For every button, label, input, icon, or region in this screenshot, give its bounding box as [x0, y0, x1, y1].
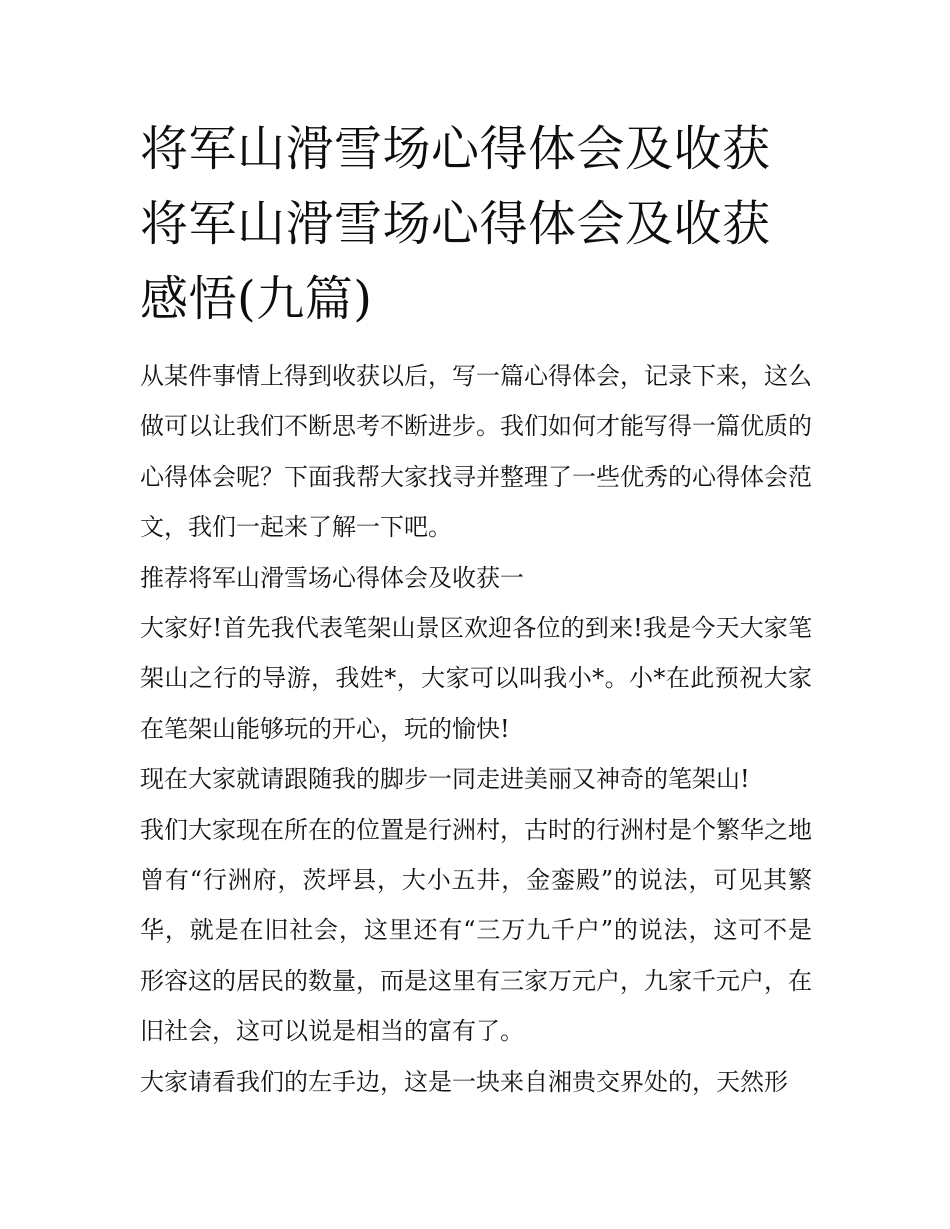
body-paragraph: 大家好!首先我代表笔架山景区欢迎各位的到来!我是今天大家笔架山之行的导游，我姓*，大家可以叫我小*。小*在此预祝大家在笔架山能够玩的开心，玩的愉快!	[140, 614, 812, 743]
section-heading: 推荐将军山滑雪场心得体会及收获一	[140, 563, 524, 592]
body-paragraph: 现在大家就请跟随我的脚步一同走进美丽又神奇的笔架山!	[140, 765, 750, 794]
body-paragraph: 我们大家现在所在的位置是行洲村，古时的行洲村是个繁华之地曾有“行洲府，茨坪县，大小五井，金銮殿”的说法，可见其繁华，就是在旧社会，这里还有“三万九千户”的说法，这可不是形容这的居民的数量，而是这里有三家万元户，九家千元户，在旧社会，这可以说是相当的富有了。	[140, 815, 812, 1046]
body-paragraph: 大家请看我们的左手边，这是一块来自湘贵交界处的，天然形	[140, 1067, 788, 1096]
document-title: 将军山滑雪场心得体会及收获将军山滑雪场心得体会及收获感悟(九篇)	[140, 121, 771, 327]
document-content	[140, 112, 812, 1107]
intro-paragraph: 从某件事情上得到收获以后，写一篇心得体会，记录下来，这么做可以让我们不断思考不断进步。我们如何才能写得一篇优质的心得体会呢？下面我帮大家找寻并整理了一些优秀的心得体会范文，我们一起来了解一下吧。	[140, 362, 812, 542]
